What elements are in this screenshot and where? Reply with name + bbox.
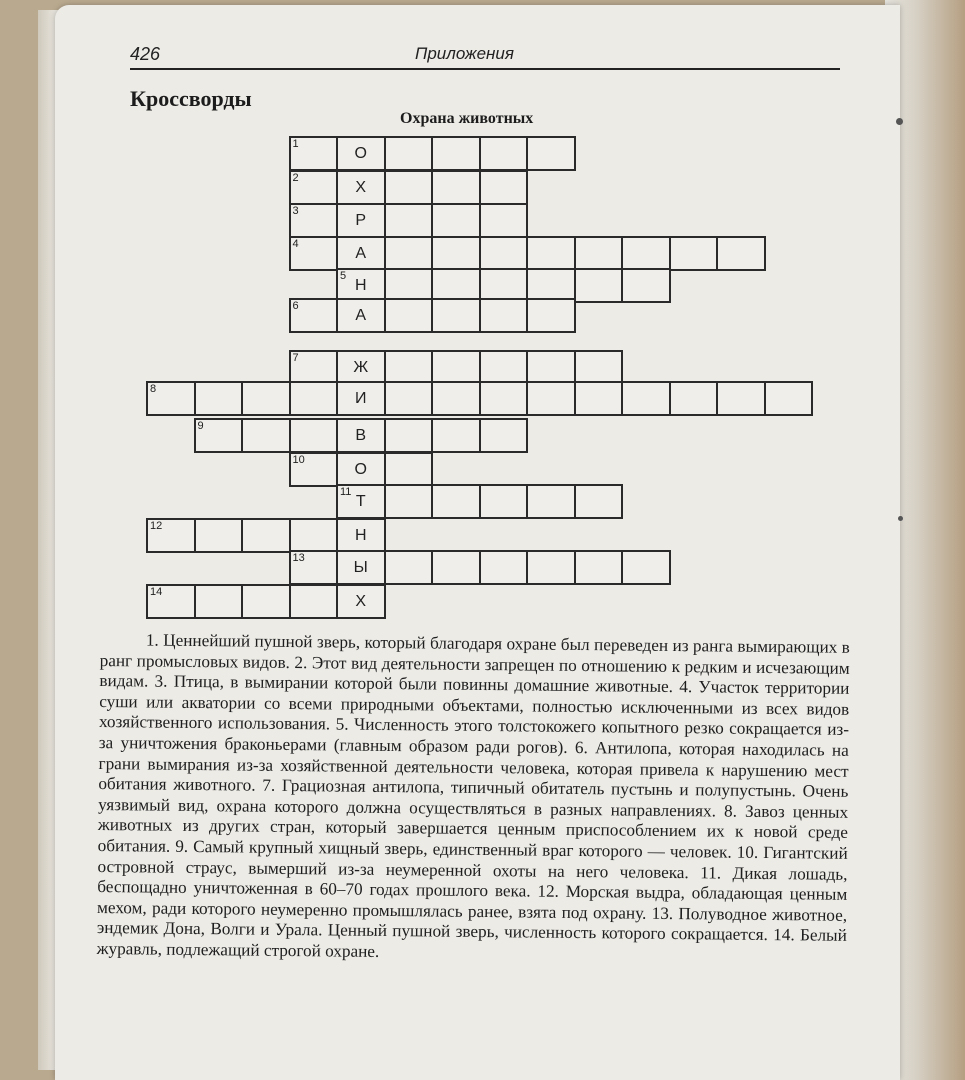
crossword-cell xyxy=(669,236,719,271)
keyword-cell xyxy=(336,418,386,453)
crossword-cell xyxy=(384,298,434,333)
keyword-letter: А xyxy=(355,244,367,262)
crossword-cell xyxy=(194,584,244,619)
crossword-cell xyxy=(289,350,339,385)
crossword-cell xyxy=(574,268,624,303)
clue-number: 9 xyxy=(197,420,204,432)
section-title: Кроссворды xyxy=(130,86,252,111)
crossword-cell xyxy=(526,350,576,385)
crossword-cell xyxy=(431,298,481,333)
clue-number: 2 xyxy=(292,172,299,184)
crossword-cell xyxy=(384,170,434,205)
keyword-letter: А xyxy=(355,306,367,324)
crossword-cell xyxy=(194,418,244,453)
keyword-letter: Ж xyxy=(353,358,369,376)
keyword-letter: Х xyxy=(355,178,367,196)
crossword-cell xyxy=(716,236,766,271)
keyword-letter: Ы xyxy=(353,558,368,576)
crossword-cell xyxy=(289,298,339,333)
crossword-cell xyxy=(716,381,766,416)
clue-number: 1 xyxy=(292,138,299,150)
keyword-cell xyxy=(336,452,386,487)
keyword-letter: Т xyxy=(355,492,366,510)
crossword-cell xyxy=(384,136,434,171)
crossword-cell xyxy=(479,203,529,238)
crossword-cell xyxy=(431,203,481,238)
binding-hole xyxy=(896,118,903,125)
keyword-cell xyxy=(336,136,386,171)
crossword-cell xyxy=(384,236,434,271)
clue-number: 5 xyxy=(340,270,347,282)
crossword-cell xyxy=(431,550,481,585)
clue-number: 3 xyxy=(292,205,299,217)
crossword-cell xyxy=(384,381,434,416)
crossword-cell xyxy=(479,170,529,205)
crossword-cell xyxy=(384,550,434,585)
keyword-cell xyxy=(336,236,386,271)
clue-number: 12 xyxy=(150,520,163,532)
crossword-cell xyxy=(241,518,291,553)
keyword-letter: О xyxy=(354,460,367,478)
keyword-cell xyxy=(336,298,386,333)
clue-number: 6 xyxy=(292,300,299,312)
crossword-cell xyxy=(621,550,671,585)
crossword-cell xyxy=(431,484,481,519)
crossword-cell xyxy=(526,484,576,519)
crossword-cell xyxy=(289,236,339,271)
crossword-cell xyxy=(526,298,576,333)
keyword-letter: Н xyxy=(354,276,367,294)
clue-number: 8 xyxy=(150,383,157,395)
keyword-cell xyxy=(336,518,386,553)
keyword-cell xyxy=(336,584,386,619)
keyword-cell xyxy=(336,550,386,585)
crossword-cell xyxy=(574,350,624,385)
crossword-cell xyxy=(289,170,339,205)
crossword-cell xyxy=(621,236,671,271)
keyword-letter: Х xyxy=(355,592,367,610)
crossword-cell xyxy=(146,518,196,553)
crossword-cell xyxy=(384,350,434,385)
crossword-cell xyxy=(479,418,529,453)
clue-number: 4 xyxy=(292,238,299,250)
keyword-letter: О xyxy=(354,144,367,162)
crossword-cell xyxy=(241,381,291,416)
clues-paragraph: 1. Ценнейший пушной зверь, который благодаря охране был переведен из ранга вымирающих в ранг промысловых видов. 2. Этот вид деятельности запрещен по отношению к редким и исчезающим видам. 3. Птица, в вымирании которой были повинны домашние животные. 4. Участок территории суши или акватории со всеми природными объектами, полностью исключенными из всех видов хозяйственного использования. 5. Численность этого толстокожего копытного резко сокращается из-за уничтожения браконьерами (главным образом ради рогов). 6. Антилопа, которая находилась на грани вымирания из-за хозяйственной деятельности человека, которая привела к нарушению мест обитания животного. 7. Грациозная антилопа, типичный обитатель пустынь и полупустынь. Очень уязвимый вид, охрана которого должна осуществляться в разных направлениях. 8. Завоз ценных животных из других стран, который завершается ценным приспособлением их к новой среде обитания. 9. Самый крупный хищный зверь, единственный враг которого — человек. 10. Гигантский островной страус, вымерший из-за неумеренной охоты на него человека. 11. Дикая лошадь, беспощадно уничтоженная в 60–70 годах прошлого века. 12. Морская выдра, обладающая ценным мехом, ради которого неумеренно промышлялась ранее, взята под охрану. 13. Полуводное животное, эндемик Дона, Волги и Урала. Ценный пушной зверь, численность которого сокращается. 14. Белый журавль, подлежащий строгой охране. xyxy=(96,630,850,961)
crossword-cell xyxy=(289,518,339,553)
crossword-cell xyxy=(431,381,481,416)
running-title: Приложения xyxy=(415,44,514,63)
crossword-cell xyxy=(479,136,529,171)
crossword-cell xyxy=(289,584,339,619)
crossword-cell xyxy=(431,136,481,171)
keyword-cell xyxy=(336,170,386,205)
crossword-cell xyxy=(479,350,529,385)
clue-number: 14 xyxy=(150,586,163,598)
crossword-cell xyxy=(289,381,339,416)
keyword-letter: В xyxy=(355,426,367,444)
crossword-cell xyxy=(479,550,529,585)
crossword-cell xyxy=(479,298,529,333)
crossword-cell xyxy=(194,518,244,553)
keyword-letter: Н xyxy=(354,526,367,544)
crossword-cell xyxy=(621,268,671,303)
crossword-cell xyxy=(289,136,339,171)
crossword-title: Охрана животных xyxy=(400,110,534,127)
crossword-cell xyxy=(479,484,529,519)
crossword-cell xyxy=(241,418,291,453)
clue-number: 13 xyxy=(292,552,305,564)
crossword-cell xyxy=(574,550,624,585)
clue-number: 11 xyxy=(340,486,352,498)
crossword-cell xyxy=(146,584,196,619)
crossword-cell xyxy=(384,452,434,487)
keyword-cell xyxy=(336,484,386,519)
crossword-cell xyxy=(431,236,481,271)
crossword-cell xyxy=(574,381,624,416)
crossword-cell xyxy=(289,452,339,487)
clue-number: 7 xyxy=(292,352,299,364)
binding-hole xyxy=(898,516,903,521)
crossword-cell xyxy=(526,136,576,171)
crossword-cell xyxy=(289,550,339,585)
crossword-cell xyxy=(431,418,481,453)
crossword-cell xyxy=(431,170,481,205)
crossword-cell xyxy=(384,418,434,453)
crossword-cell xyxy=(479,381,529,416)
crossword-cell xyxy=(146,381,196,416)
crossword-cell xyxy=(621,381,671,416)
crossword-cell xyxy=(194,381,244,416)
page-number: 426 xyxy=(130,44,161,64)
keyword-letter: Р xyxy=(355,211,367,229)
crossword-cell xyxy=(669,381,719,416)
crossword-cell xyxy=(479,236,529,271)
keyword-cell xyxy=(336,203,386,238)
crossword-cell xyxy=(384,203,434,238)
clue-number: 10 xyxy=(292,454,305,466)
crossword-cell xyxy=(384,484,434,519)
crossword-cell xyxy=(241,584,291,619)
keyword-cell xyxy=(336,350,386,385)
keyword-cell xyxy=(336,381,386,416)
crossword-cell xyxy=(289,203,339,238)
crossword-cell xyxy=(526,550,576,585)
crossword-cell xyxy=(526,381,576,416)
crossword-cell xyxy=(289,418,339,453)
crossword-cell xyxy=(574,484,624,519)
crossword-cell xyxy=(764,381,814,416)
crossword-cell xyxy=(574,236,624,271)
crossword-cell xyxy=(431,350,481,385)
crossword-cell xyxy=(526,236,576,271)
keyword-letter: И xyxy=(355,389,367,407)
